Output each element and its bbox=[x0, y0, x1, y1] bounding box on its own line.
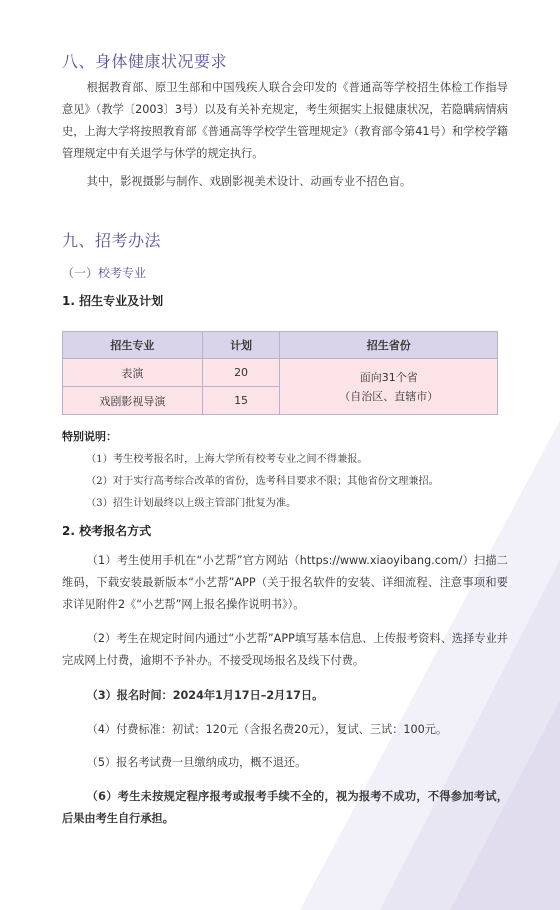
section-8-paragraph-1: 根据教育部、原卫生部和中国残疾人联合会印发的《普通高等学校招生体检工作指导意见》（教学〔2003〕3号）以及有关补充规定，考生须据实上报健康状况，若隐瞒病情病史，上海大学将按照教育部《普通高等学校学生管理规定》（教育部令第41号）和学校学籍管理规定中有关退学与休学的规定执行。 bbox=[62, 81, 508, 160]
section-8-paragraph-2: 其中，影视摄影与制作、戏剧影视美术设计、动画专业不招色盲。 bbox=[86, 175, 412, 188]
cell-major: 戏剧影视导演 bbox=[63, 387, 203, 415]
header-plan: 计划 bbox=[202, 332, 280, 359]
header-major: 招生专业 bbox=[63, 332, 203, 359]
subsection-registration-method: 2. 校考报名方式 bbox=[62, 524, 152, 538]
subsection-majors-plan: 1. 招生专业及计划 bbox=[62, 294, 164, 308]
special-notes-title: 特别说明： bbox=[62, 430, 117, 443]
subsection-school-exam: （一）校考专业 bbox=[62, 266, 147, 280]
section-8-heading: 八、身体健康状况要求 bbox=[62, 52, 228, 71]
special-note-2: （2）对于实行高考综合改革的省份，选考科目要求不限；其他省份文理兼招。 bbox=[86, 476, 439, 487]
registration-item-6: （6）考生未按规定程序报考或报考手续不全的，视为报考不成功，不得参加考试，后果由考生自行承担。 bbox=[62, 790, 508, 825]
header-provinces: 招生省份 bbox=[280, 332, 498, 359]
registration-item-5: （5）报名考试费一旦缴纳成功，概不退还。 bbox=[86, 756, 307, 769]
cell-plan: 20 bbox=[202, 359, 280, 387]
special-note-3: （3）招生计划最终以上级主管部门批复为准。 bbox=[86, 498, 297, 509]
registration-item-4: （4）付费标准：初试：120元（含报名费20元），复试、三试：100元。 bbox=[86, 723, 448, 736]
cell-provinces bbox=[280, 359, 498, 415]
provinces-line-1: 面向31个省 bbox=[359, 370, 418, 384]
cell-major: 表演 bbox=[63, 359, 203, 387]
registration-item-2: （2）考生在规定时间内通过“小艺帮”APP填写基本信息、上传报考资料、选择专业并完成网上付费，逾期不予补办。不接受现场报名及线下付费。 bbox=[62, 632, 508, 667]
cell-plan: 15 bbox=[202, 387, 280, 415]
special-note-1: （1）考生校考报名时，上海大学所有校考专业之间不得兼报。 bbox=[86, 454, 368, 465]
registration-item-3: （3）报名时间：2024年1月17日–2月17日。 bbox=[86, 689, 324, 702]
table-row bbox=[63, 359, 498, 387]
section-9-heading: 九、招考办法 bbox=[62, 231, 162, 250]
provinces-line-2: （自治区、直辖市） bbox=[339, 389, 439, 403]
registration-item-1: （1）考生使用手机在“小艺帮”官方网站（https://www.xiaoyibang.com/）扫描二维码，下载安装最新版本“小艺帮”APP（关于报名软件的安装、详细流程、注意事项和要求详见附件2《“小艺帮”网上报名操作说明书》）。 bbox=[62, 554, 508, 611]
table-header-row bbox=[63, 332, 498, 359]
enrollment-plan-table bbox=[62, 331, 498, 415]
